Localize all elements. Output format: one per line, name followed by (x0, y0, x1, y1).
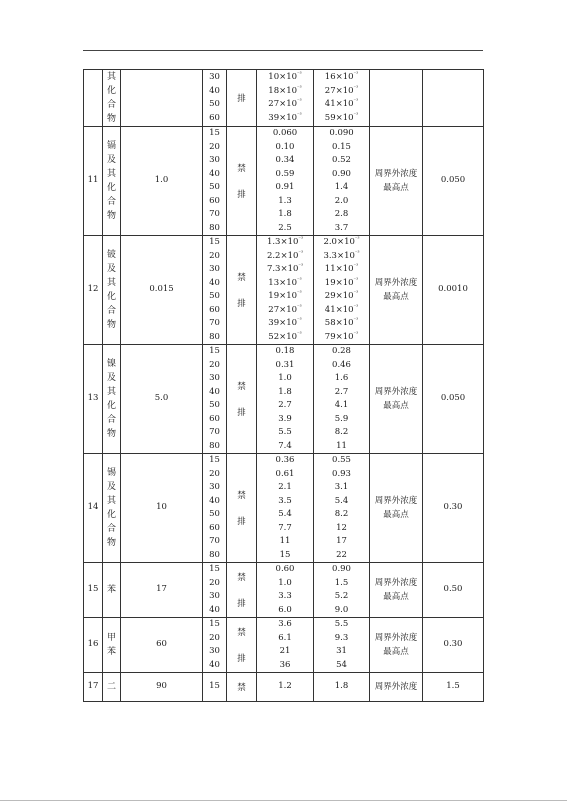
pollutant-name-char: 合 (106, 100, 116, 110)
emission-rate: 31 (336, 646, 347, 656)
pollutant-name-char: 其 (106, 72, 116, 82)
emission-rate-level-3 (314, 563, 370, 618)
emission-rate-level-2 (257, 618, 314, 673)
max-concentration: 90 (121, 673, 203, 702)
emission-rate-level-3 (314, 345, 370, 454)
emission-rate: 5.2 (334, 591, 349, 601)
concentration-limit: 0.050 (423, 345, 484, 454)
emission-rate: 1.6 (334, 373, 349, 383)
emission-rate: 5.5 (334, 619, 349, 629)
emission-rate: 2.0 (334, 195, 349, 206)
pollutant-name-char: 化 (106, 183, 116, 193)
pollutant-name-char: 铍 (106, 250, 116, 260)
emission-class-label: 禁 (237, 382, 246, 392)
pollutant-name (103, 345, 121, 454)
pollutant-name-char: 化 (106, 401, 116, 411)
emission-rate: 0.59 (275, 168, 295, 179)
monitoring-point (370, 70, 423, 127)
page-bottom-rule (0, 800, 567, 801)
emission-rate: $2.2\times 10^{^{-3}}$ (266, 249, 304, 261)
emission-rate: 3.5 (278, 495, 292, 506)
pollutant-name-char: 镍 (106, 359, 116, 369)
emission-rate: 0.52 (332, 155, 351, 165)
stack-height: 60 (209, 112, 220, 123)
emission-rate: 1.0 (278, 373, 292, 383)
emission-rate: 9.3 (334, 632, 349, 643)
pollutant-name-char: 化 (106, 86, 116, 96)
table-row (84, 127, 484, 236)
emission-rate: $16\times 10^{^{-3}}$ (324, 71, 359, 82)
stack-height: 30 (209, 264, 220, 274)
monitoring-point: 周界外浓度 最高点 (370, 563, 423, 618)
stack-heights (203, 127, 227, 236)
stack-height: 70 (209, 427, 220, 437)
emission-rate-level-3 (314, 236, 370, 345)
emission-rate: 0.90 (332, 564, 351, 574)
emission-rate: 0.15 (332, 141, 351, 152)
pollutant-name-char: 甲 (106, 633, 116, 643)
emission-rate-level-2 (257, 454, 314, 563)
emission-rate: 0.46 (332, 359, 351, 370)
stack-height: 50 (209, 400, 220, 410)
pollutant-name-char: 及 (106, 264, 116, 274)
pollutant-name-char: 物 (106, 538, 116, 548)
emission-class-label: 排 (237, 299, 246, 309)
emission-rate: 2.1 (278, 482, 292, 492)
emission-standards-table (83, 69, 484, 702)
stack-height: 20 (209, 141, 220, 152)
emission-class (227, 127, 257, 236)
emission-rate: 0.55 (332, 455, 351, 465)
emission-rate: $3.3\times 10^{^{-3}}$ (323, 249, 360, 261)
emission-rate: 11 (336, 440, 347, 451)
emission-rate: $39\times 10^{^{-3}}$ (268, 317, 302, 328)
emission-class-label: 排 (237, 654, 246, 664)
max-concentration: 5.0 (121, 345, 203, 454)
table-row (84, 70, 484, 127)
stack-heights (203, 563, 227, 618)
stack-height: 40 (209, 168, 220, 179)
emission-rate: 0.90 (332, 168, 351, 179)
emission-rate: 0.60 (275, 564, 295, 574)
emission-class (227, 454, 257, 563)
emission-rate: 3.7 (334, 222, 349, 233)
row-number: 12 (84, 236, 103, 345)
emission-rate: $59\times 10^{^{-3}}$ (324, 111, 359, 123)
pollutant-name-char: 其 (106, 496, 116, 506)
pollutant-name-char: 合 (106, 306, 116, 316)
stack-height: 30 (209, 482, 220, 492)
emission-rate: 6.0 (278, 604, 292, 615)
stack-height: 70 (209, 209, 220, 219)
table-row (84, 563, 484, 618)
stack-height: 20 (209, 468, 220, 479)
emission-rate: $1.3\times 10^{^{-3}}$ (266, 236, 304, 247)
stack-height: 15 (209, 455, 220, 465)
emission-rate: 2.7 (278, 400, 292, 410)
emission-rate: 12 (336, 522, 347, 533)
emission-class-label: 排 (237, 517, 246, 527)
stack-height: 20 (209, 250, 220, 261)
pollutant-name (103, 618, 121, 673)
emission-rate: 0.36 (275, 455, 295, 465)
pollutant-name-char: 镉 (106, 141, 116, 151)
stack-height: 15 (209, 564, 220, 574)
pollutant-name (103, 673, 121, 702)
emission-rate: 1.5 (334, 577, 349, 588)
stack-heights (203, 673, 227, 702)
row-number: 15 (84, 563, 103, 618)
emission-rate: 5.9 (334, 413, 349, 424)
emission-rate: $41\times 10^{^{-3}}$ (324, 98, 359, 109)
emission-rate: 3.1 (334, 482, 349, 492)
emission-rate: 1.2 (278, 681, 292, 692)
stack-height: 30 (209, 373, 220, 383)
emission-rate: 0.18 (275, 346, 295, 356)
emission-rate: $27\times 10^{^{-3}}$ (324, 84, 359, 96)
concentration-limit: 0.50 (423, 563, 484, 618)
pollutant-name-char: 物 (106, 114, 116, 124)
pollutant-name (103, 236, 121, 345)
emission-rate-level-2 (257, 70, 314, 127)
emission-rate: 2.5 (278, 222, 292, 233)
emission-rate: 0.31 (275, 359, 295, 370)
emission-class-label: 排 (237, 599, 246, 609)
emission-rate: $10\times 10^{^{-3}}$ (268, 71, 302, 82)
stack-height: 60 (209, 195, 220, 206)
emission-rate: 0.61 (275, 468, 295, 479)
stack-height: 60 (209, 413, 220, 424)
emission-rate: 6.1 (278, 632, 292, 643)
row-number: 17 (84, 673, 103, 702)
stack-height: 15 (209, 346, 220, 356)
stack-height: 30 (209, 72, 220, 82)
max-concentration: 0.015 (121, 236, 203, 345)
pollutant-name-char: 其 (106, 278, 116, 288)
stack-height: 40 (209, 85, 220, 96)
stack-height: 60 (209, 304, 220, 315)
concentration-limit: 0.050 (423, 127, 484, 236)
pollutant-name (103, 70, 121, 127)
pollutant-name (103, 454, 121, 563)
emission-rate: 17 (336, 536, 347, 546)
emission-rate: 3.6 (278, 619, 292, 629)
emission-rate-level-2 (257, 345, 314, 454)
emission-rate: 11 (279, 536, 291, 546)
monitoring-point: 周界外浓度 最高点 (370, 454, 423, 563)
emission-rate: 7.4 (278, 440, 292, 451)
emission-rate: $19\times 10^{^{-3}}$ (324, 276, 359, 288)
pollutant-name-char: 化 (106, 510, 116, 520)
emission-rate: 21 (279, 646, 291, 656)
emission-rate: $13\times 10^{^{-3}}$ (268, 276, 302, 288)
pollutant-name-char: 及 (106, 373, 116, 383)
header-rule (83, 50, 483, 51)
emission-rate: 1.3 (278, 195, 292, 206)
stack-height: 15 (209, 128, 220, 138)
emission-rate: 4.1 (334, 400, 349, 410)
pollutant-name-char: 其 (106, 387, 116, 397)
emission-rate-level-2 (257, 236, 314, 345)
emission-rate: 3.3 (278, 591, 292, 601)
emission-class (227, 673, 257, 702)
row-number: 13 (84, 345, 103, 454)
pollutant-name-char: 二 (106, 682, 116, 692)
pollutant-name-char: 物 (106, 211, 116, 221)
pollutant-name-char: 合 (106, 197, 116, 207)
stack-height: 40 (209, 604, 220, 615)
emission-class (227, 618, 257, 673)
emission-rate: 0.93 (332, 468, 351, 479)
stack-heights (203, 70, 227, 127)
emission-rate: $18\times 10^{^{-3}}$ (268, 84, 302, 96)
emission-rate: 0.060 (272, 128, 298, 138)
emission-rate: 0.28 (332, 346, 351, 356)
table-row (84, 345, 484, 454)
pollutant-name-char: 合 (106, 524, 116, 534)
stack-height: 40 (209, 659, 220, 670)
pollutant-name-char: 锡 (106, 468, 116, 478)
stack-height: 80 (209, 440, 220, 451)
emission-rate: 8.2 (334, 509, 349, 519)
emission-rate: 22 (336, 549, 347, 560)
stack-height: 40 (209, 277, 220, 288)
emission-rate: 8.2 (334, 427, 349, 437)
pollutant-name-char: 合 (106, 415, 116, 425)
monitoring-point: 周界外浓度 最高点 (370, 345, 423, 454)
emission-rate-level-2 (257, 673, 314, 702)
emission-rate: 1.4 (334, 182, 349, 192)
pollutant-name-char: 物 (106, 320, 116, 330)
emission-class-label: 禁 (237, 573, 246, 583)
row-number: 16 (84, 618, 103, 673)
emission-rate: $58\times 10^{^{-3}}$ (324, 317, 359, 328)
emission-rate: 2.8 (334, 209, 349, 219)
emission-rate: 5.4 (334, 495, 349, 506)
emission-rate: 2.7 (334, 386, 349, 397)
emission-rate: $79\times 10^{^{-3}}$ (324, 330, 359, 342)
emission-class (227, 563, 257, 618)
table-row (84, 673, 484, 702)
emission-rate: 1.8 (334, 681, 349, 692)
stack-height: 20 (209, 577, 220, 588)
emission-rate: $41\times 10^{^{-3}}$ (324, 303, 359, 315)
emission-rate: 1.8 (278, 386, 292, 397)
stack-heights (203, 345, 227, 454)
pollutant-name-char: 其 (106, 169, 116, 179)
emission-class-label: 禁 (237, 273, 246, 283)
stack-height: 15 (209, 681, 220, 692)
emission-class-label: 禁 (237, 164, 246, 174)
stack-height: 50 (209, 509, 220, 519)
emission-rate: 0.91 (275, 182, 295, 192)
table-row (84, 454, 484, 563)
emission-rate: 1.0 (278, 577, 292, 588)
stack-height: 50 (209, 291, 220, 301)
emission-rate: $27\times 10^{^{-3}}$ (268, 98, 302, 109)
pollutant-name-char: 及 (106, 155, 116, 165)
emission-rate: 54 (336, 659, 347, 670)
emission-rate: $52\times 10^{^{-3}}$ (268, 330, 302, 342)
emission-rate: $11\times 10^{^{-3}}$ (324, 263, 359, 274)
stack-height: 60 (209, 522, 220, 533)
emission-rate: $39\times 10^{^{-3}}$ (268, 111, 302, 123)
monitoring-point: 周界外浓度 最高点 (370, 618, 423, 673)
emission-rate: $19\times 10^{^{-3}}$ (268, 290, 302, 301)
stack-height: 50 (209, 182, 220, 192)
stack-heights (203, 618, 227, 673)
max-concentration: 10 (121, 454, 203, 563)
pollutant-name-char: 及 (106, 482, 116, 492)
pollutant-name-char: 化 (106, 292, 116, 302)
stack-height: 80 (209, 549, 220, 560)
stack-height: 40 (209, 386, 220, 397)
emission-class (227, 70, 257, 127)
concentration-limit: 1.5 (423, 673, 484, 702)
emission-class-label: 排 (237, 408, 246, 418)
table-row (84, 236, 484, 345)
emission-class (227, 236, 257, 345)
emission-rate: $2.0\times 10^{^{-3}}$ (323, 236, 360, 247)
concentration-limit: 0.30 (423, 618, 484, 673)
row-number: 14 (84, 454, 103, 563)
emission-rate: $7.3\times 10^{^{-3}}$ (266, 263, 304, 274)
emission-rate: 15 (279, 549, 291, 560)
emission-rate: 1.8 (278, 209, 292, 219)
emission-rate-level-3 (314, 618, 370, 673)
row-number: 11 (84, 127, 103, 236)
emission-rate: 9.0 (334, 604, 349, 615)
pollutant-name-char: 苯 (106, 585, 116, 595)
stack-height: 70 (209, 536, 220, 546)
stack-height: 30 (209, 646, 220, 656)
monitoring-point: 周界外浓度 最高点 (370, 127, 423, 236)
emission-rate-level-3 (314, 127, 370, 236)
emission-class-label: 排 (237, 94, 246, 104)
emission-rate: 3.9 (278, 413, 292, 424)
emission-class-label: 禁 (237, 628, 246, 638)
table-row (84, 618, 484, 673)
emission-rate: $29\times 10^{^{-3}}$ (324, 290, 359, 301)
concentration-limit: 0.30 (423, 454, 484, 563)
stack-height: 30 (209, 155, 220, 165)
emission-rate: 0.10 (275, 141, 295, 152)
emission-rate: 0.090 (329, 128, 354, 138)
pollutant-name-char: 物 (106, 429, 116, 439)
concentration-limit (423, 70, 484, 127)
row-number (84, 70, 103, 127)
emission-rate-level-3 (314, 454, 370, 563)
emission-class-label: 禁 (237, 683, 246, 693)
emission-rate-level-2 (257, 563, 314, 618)
emission-rate: 5.4 (278, 509, 292, 519)
emission-rate: 7.7 (278, 522, 292, 533)
emission-class-label: 排 (237, 190, 246, 200)
emission-rate-level-3 (314, 70, 370, 127)
concentration-limit: 0.0010 (423, 236, 484, 345)
stack-height: 20 (209, 632, 220, 643)
emission-class (227, 345, 257, 454)
pollutant-name (103, 563, 121, 618)
emission-rate: $27\times 10^{^{-3}}$ (268, 303, 302, 315)
stack-heights (203, 236, 227, 345)
emission-rate: 5.5 (278, 427, 292, 437)
emission-class-label: 禁 (237, 491, 246, 501)
max-concentration: 60 (121, 618, 203, 673)
emission-rate-level-3 (314, 673, 370, 702)
max-concentration (121, 70, 203, 127)
stack-height: 20 (209, 359, 220, 370)
stack-height: 30 (209, 591, 220, 601)
pollutant-name (103, 127, 121, 236)
monitoring-point: 周界外浓度 (370, 673, 423, 702)
stack-height: 40 (209, 495, 220, 506)
stack-heights (203, 454, 227, 563)
monitoring-point: 周界外浓度 最高点 (370, 236, 423, 345)
stack-height: 15 (209, 237, 220, 247)
emission-rate-level-2 (257, 127, 314, 236)
stack-height: 50 (209, 99, 220, 109)
stack-height: 80 (209, 331, 220, 342)
pollutant-name-char: 苯 (106, 647, 116, 657)
max-concentration: 1.0 (121, 127, 203, 236)
stack-height: 15 (209, 619, 220, 629)
stack-height: 70 (209, 318, 220, 328)
emission-rate: 0.34 (275, 155, 295, 165)
stack-height: 80 (209, 222, 220, 233)
emission-rate: 36 (279, 659, 291, 670)
max-concentration: 17 (121, 563, 203, 618)
